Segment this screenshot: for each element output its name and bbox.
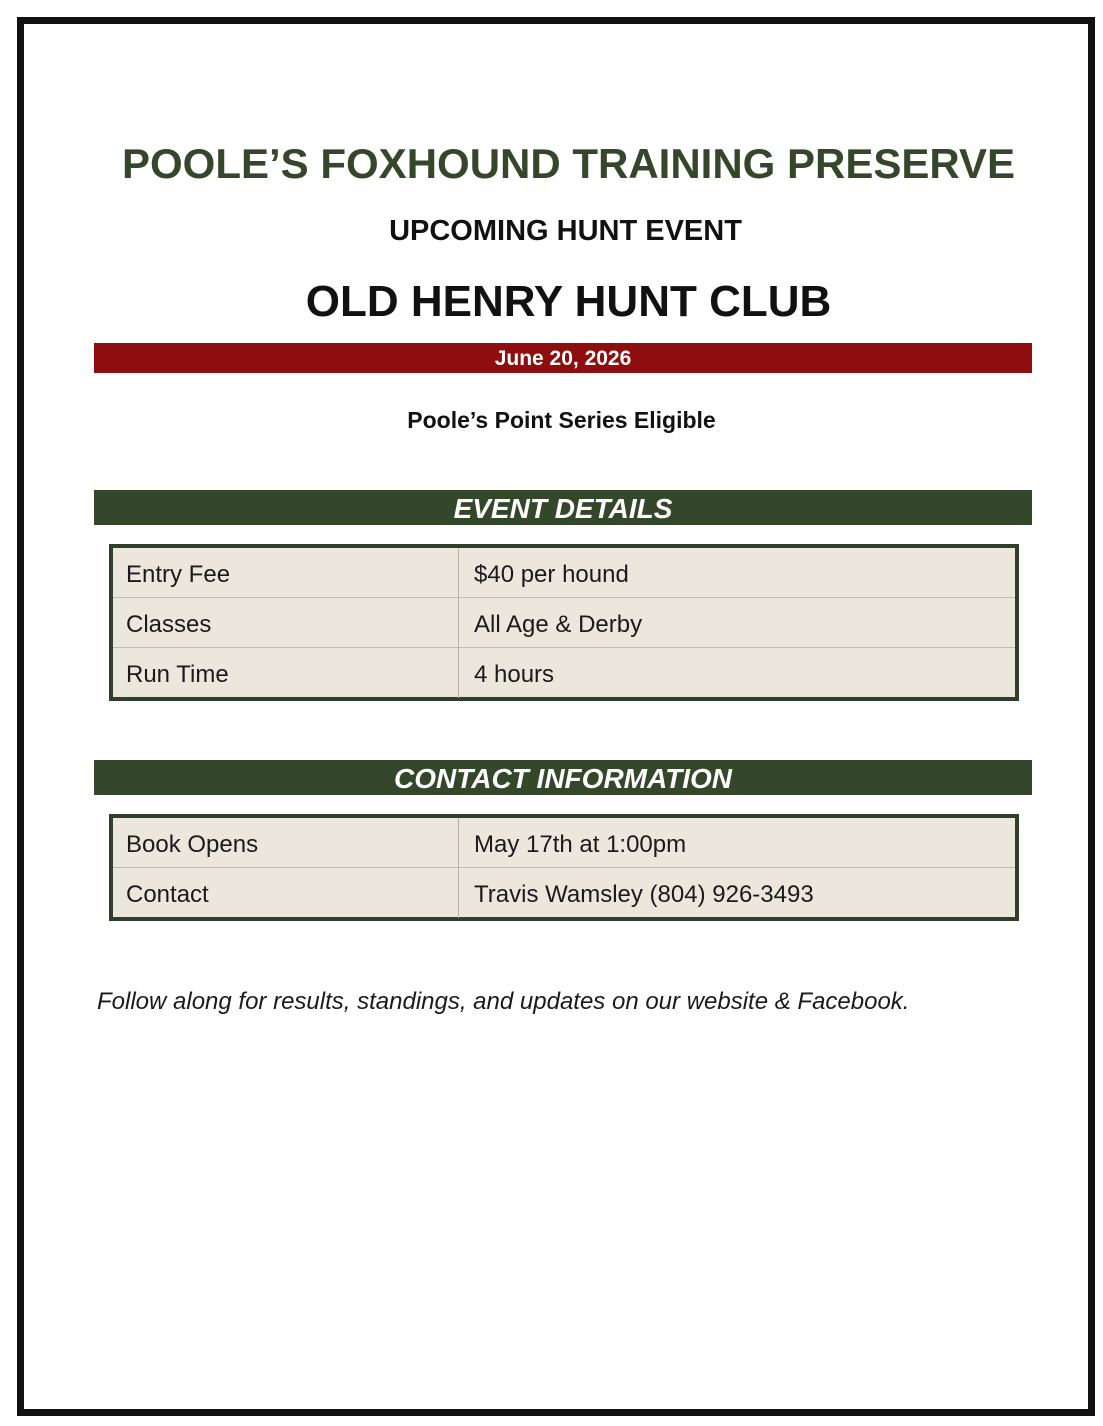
column-divider — [458, 548, 459, 597]
column-divider — [458, 818, 459, 867]
row-value: All Age & Derby — [474, 611, 643, 638]
column-divider — [458, 648, 459, 698]
club-name: OLD HENRY HUNT CLUB — [305, 277, 832, 326]
event-subtitle: UPCOMING HUNT EVENT — [389, 215, 742, 247]
table-row — [113, 548, 1015, 598]
row-value: $40 per hound — [474, 561, 629, 588]
table-row — [113, 598, 1015, 648]
row-label: Entry Fee — [126, 561, 231, 588]
row-value: May 17th at 1:00pm — [474, 831, 687, 858]
org-title: POOLE’S FOXHOUND TRAINING PRESERVE — [121, 140, 1015, 187]
date-banner: June 20, 2026 — [94, 343, 1032, 373]
contact-information-table — [109, 814, 1019, 921]
table-row — [113, 818, 1015, 868]
row-label: Book Opens — [126, 831, 259, 858]
footer-note: Follow along for results, standings, and updates on our website & Facebook. — [97, 988, 910, 1015]
row-value: Travis Wamsley (804) 926-3493 — [474, 881, 814, 908]
event-details-table — [109, 544, 1019, 701]
row-value: 4 hours — [474, 661, 555, 688]
row-label: Classes — [126, 611, 212, 638]
row-label: Run Time — [126, 661, 229, 688]
column-divider — [458, 868, 459, 918]
row-label: Contact — [126, 881, 209, 908]
event-details-heading: EVENT DETAILS — [94, 490, 1032, 525]
column-divider — [458, 598, 459, 647]
eligibility-note: Poole’s Point Series Eligible — [407, 407, 716, 433]
table-row — [113, 868, 1015, 918]
table-row — [113, 648, 1015, 698]
contact-information-heading: CONTACT INFORMATION — [94, 760, 1032, 795]
